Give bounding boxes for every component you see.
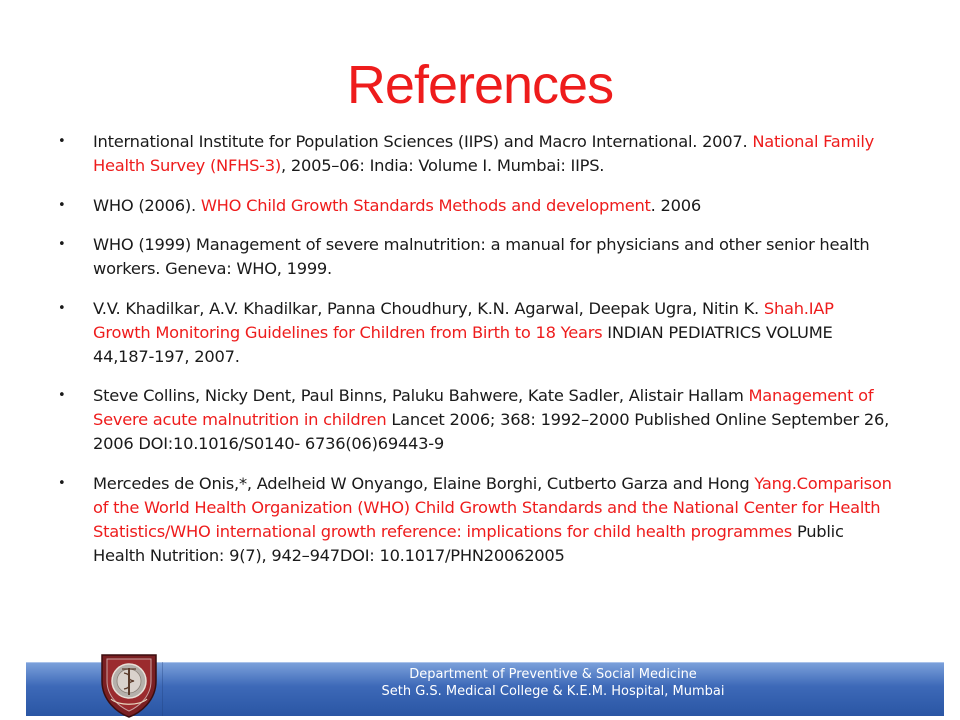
reference-item bbox=[56, 233, 896, 281]
ref-text: WHO (1999) Management of severe malnutrition: a manual for physicians and other senior health workers. Geneva: WHO, 1999. bbox=[93, 235, 870, 278]
reference-list bbox=[56, 130, 896, 583]
reference-item bbox=[56, 130, 896, 178]
reference-item bbox=[56, 472, 896, 568]
ref-title: Management of Severe acute malnutrition in children bbox=[93, 386, 874, 429]
footer-institution: Seth G.S. Medical College & K.E.M. Hospital, Mumbai bbox=[381, 684, 725, 699]
ref-text: Lancet 2006; 368: 1992–2000 Published Online September 26, 2006 DOI:10.1016/S0140- 6736(06)69443-9 bbox=[93, 410, 890, 453]
ref-text: , 2005–06: India: Volume I. Mumbai: IIPS. bbox=[281, 156, 605, 175]
ref-text: Public Health Nutrition: 9(7), 942–947DOI: 10.1017/PHN20062005 bbox=[93, 521, 844, 565]
footer-text bbox=[162, 666, 944, 700]
reference-item bbox=[56, 384, 896, 456]
ref-title: Shah.IAP Growth Monitoring Guidelines for Children from Birth to 18 Years bbox=[93, 298, 834, 342]
ref-text: V.V. Khadilkar, A.V. Khadilkar, Panna Choudhury, K.N. Agarwal, Deepak Ugra, Nitin K. bbox=[93, 298, 764, 318]
footer-department: Department of Preventive & Social Medicine bbox=[409, 667, 697, 682]
reference-item bbox=[56, 194, 896, 218]
ref-text: International Institute for Population Sciences (IIPS) and Macro International. 2007. bbox=[93, 132, 753, 151]
ref-text: Mercedes de Onis,*, Adelheid W Onyango, Elaine Borghi, Cutberto Garza and Hong bbox=[93, 473, 755, 493]
reference-item bbox=[56, 297, 896, 369]
ref-text: Steve Collins, Nicky Dent, Paul Binns, Paluku Bahwere, Kate Sadler, Alistair Hallam bbox=[93, 386, 749, 405]
ref-title: Yang.Comparison of the World Health Organization (WHO) Child Growth Standards and the National Center for Health Statistics/WHO international growth reference: implications for child health programmes bbox=[93, 473, 892, 541]
institution-crest-icon bbox=[96, 651, 162, 719]
slide-title: References bbox=[346, 55, 614, 115]
footer-bar bbox=[26, 662, 944, 716]
ref-text: . 2006 bbox=[650, 195, 701, 215]
ref-title: WHO Child Growth Standards Methods and development bbox=[200, 195, 651, 215]
ref-title: National Family Health Survey (NFHS-3) bbox=[93, 132, 875, 175]
ref-text: INDIAN PEDIATRICS VOLUME 44,187-197, 2007. bbox=[93, 322, 833, 366]
ref-text: WHO (2006). bbox=[93, 195, 201, 215]
